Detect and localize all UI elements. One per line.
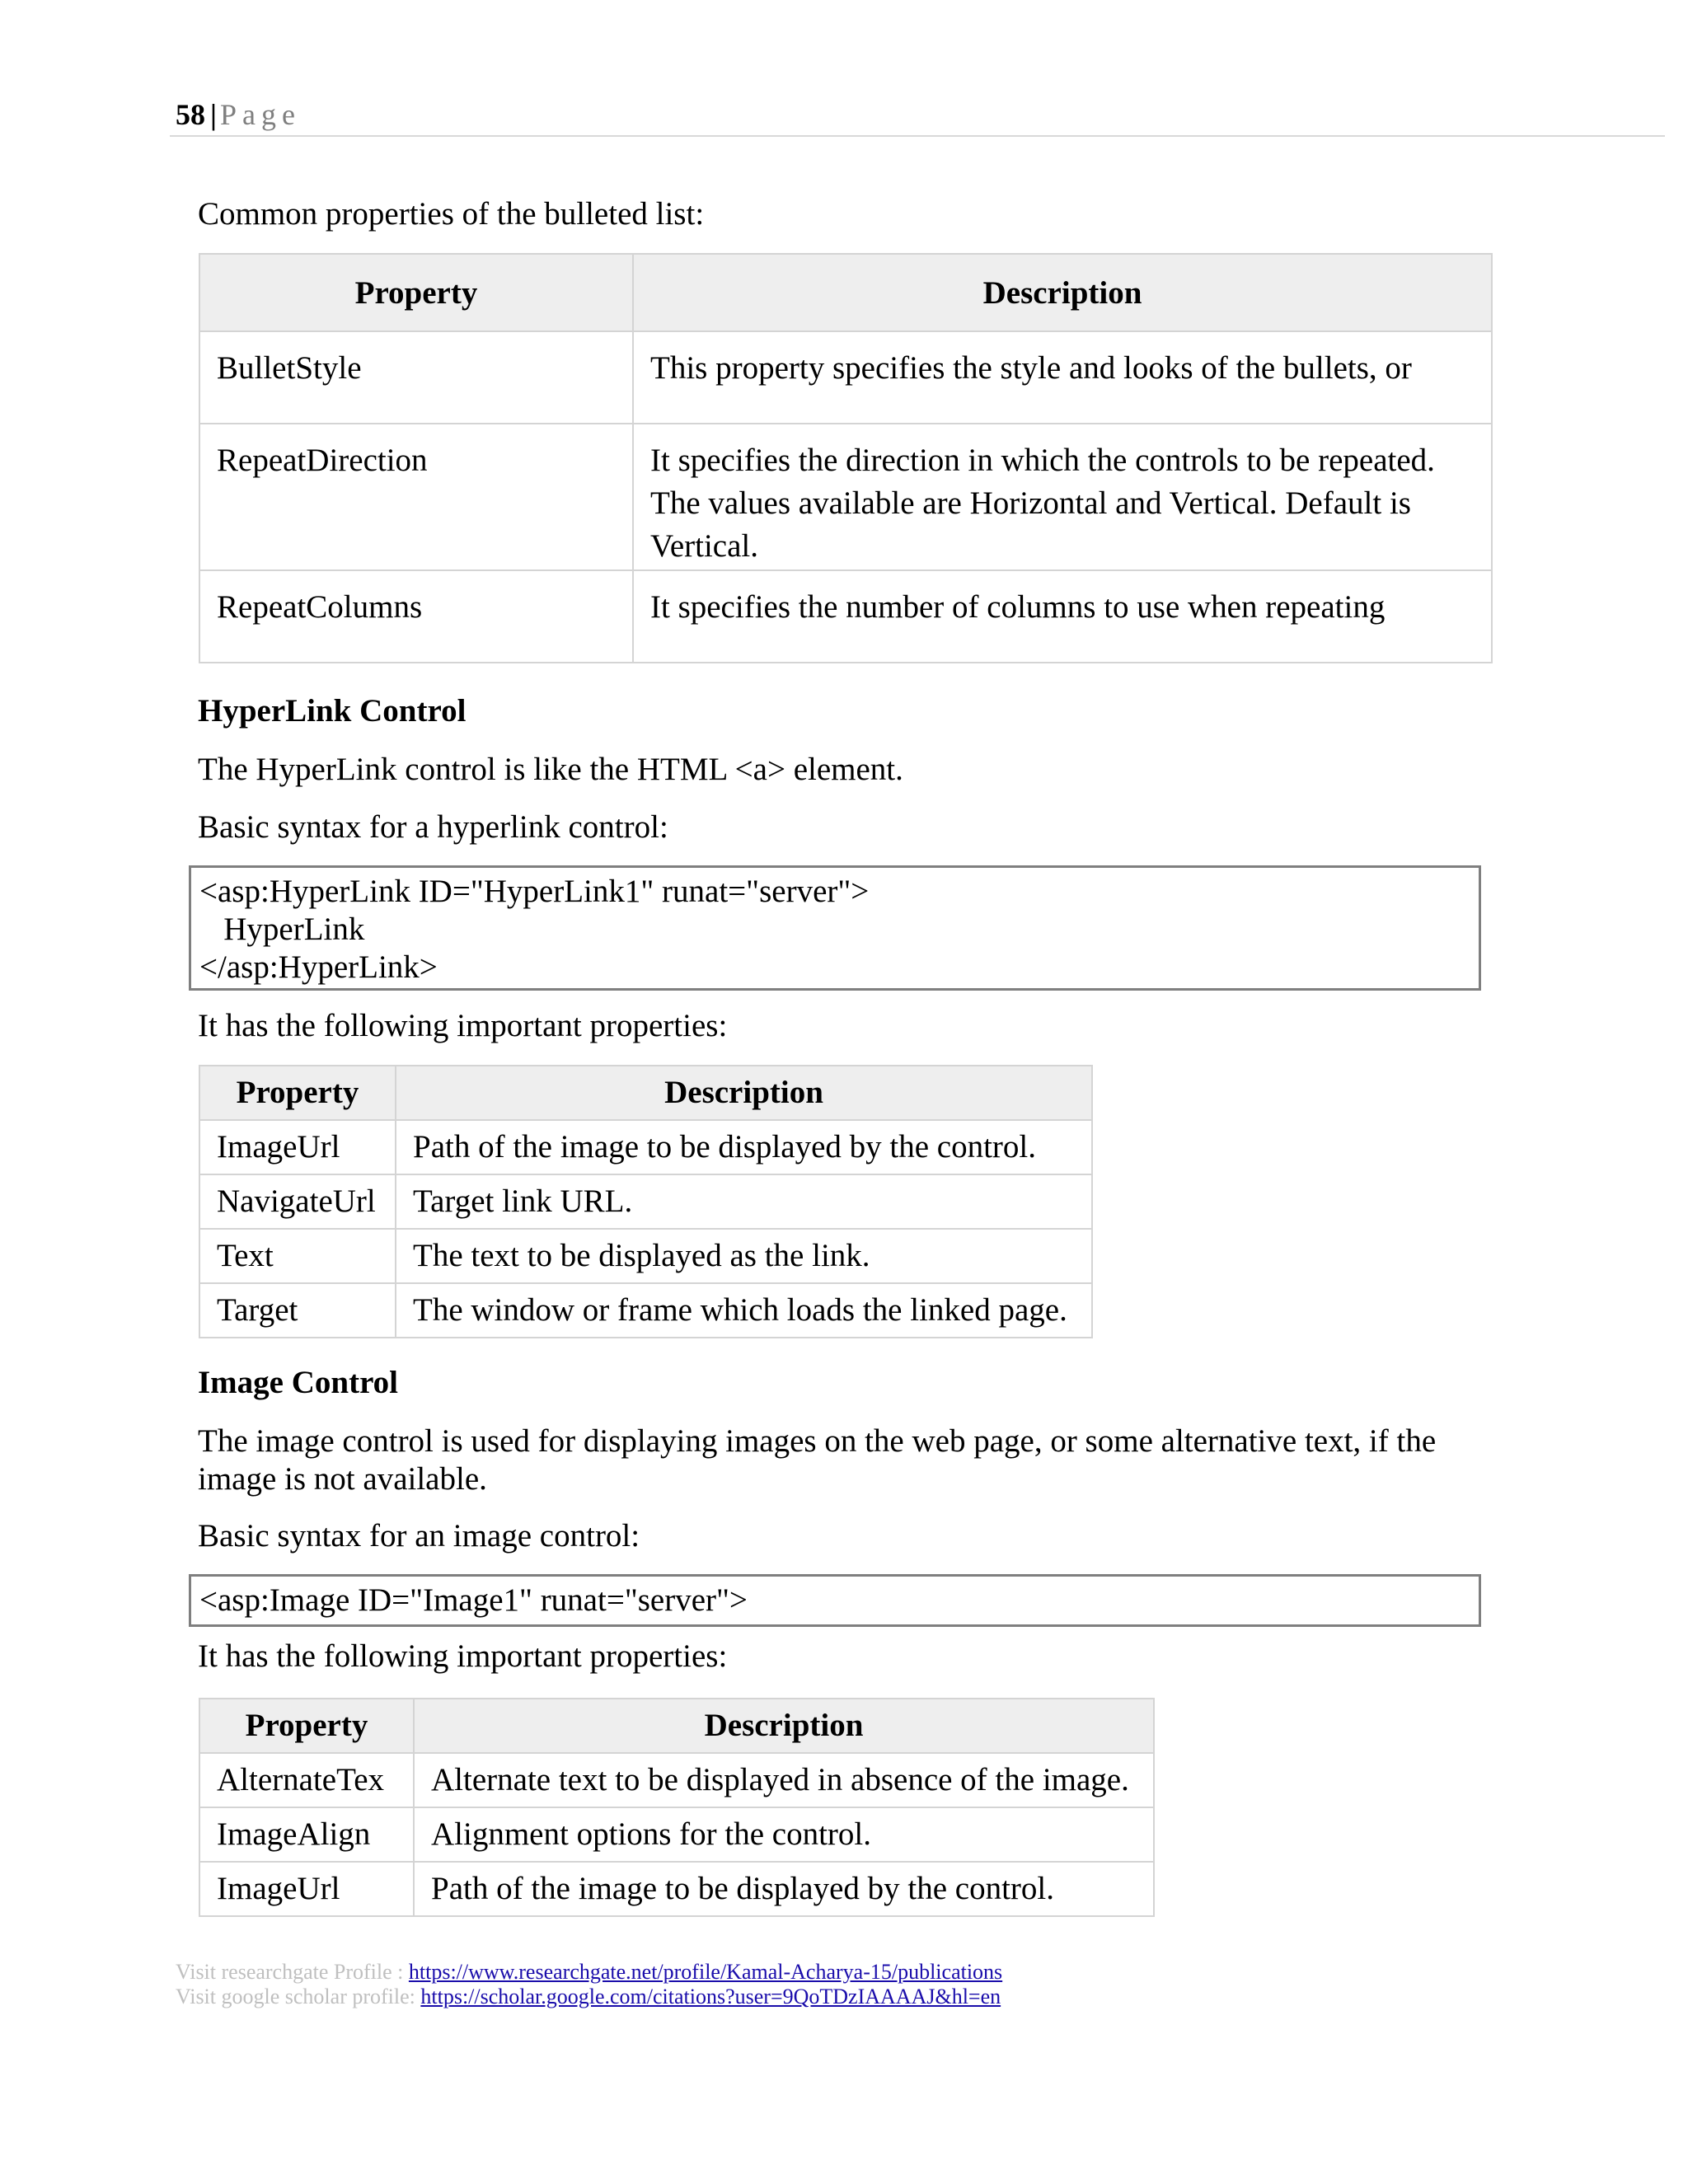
hyperlink-properties-intro: It has the following important properties:: [198, 1008, 728, 1043]
description-cell: The text to be displayed as the link.: [396, 1229, 1092, 1283]
header-separator: |: [210, 98, 217, 131]
table-row: [199, 1862, 1154, 1916]
code-line: </asp:HyperLink>: [199, 949, 438, 985]
page-header: [176, 97, 301, 132]
description-cell: Path of the image to be displayed by the control.: [396, 1120, 1092, 1174]
hyperlink-code-block: [189, 865, 1481, 991]
property-cell: RepeatDirection: [199, 424, 633, 570]
column-header-description: Description: [396, 1066, 1092, 1120]
description-cell: It specifies the number of columns to use when repeating: [633, 570, 1492, 663]
table-row: [199, 1120, 1092, 1174]
table-row: [199, 1807, 1154, 1862]
image-syntax-label: Basic syntax for an image control:: [198, 1518, 640, 1554]
image-properties-table: [199, 1698, 1155, 1917]
column-header-property: Property: [199, 1066, 396, 1120]
table-header-row: [199, 1699, 1154, 1753]
table-row: [199, 570, 1492, 663]
description-cell: Target link URL.: [396, 1174, 1092, 1229]
page-number: 58: [176, 98, 205, 131]
researchgate-link[interactable]: https://www.researchgate.net/profile/Kamal-Acharya-15/publications: [408, 1960, 1003, 1984]
footer-label: Visit google scholar profile:: [176, 1985, 421, 2008]
code-line: HyperLink: [199, 912, 365, 947]
table-row: [199, 1174, 1092, 1229]
property-cell: NavigateUrl: [199, 1174, 396, 1229]
property-cell: ImageUrl: [199, 1862, 414, 1916]
image-properties-intro: It has the following important properties:: [198, 1638, 728, 1674]
description-cell: Alignment options for the control.: [414, 1807, 1154, 1862]
description-cell: It specifies the direction in which the controls to be repeated. The values available are Horizontal and Vertical. Default is Vertical.: [633, 424, 1492, 570]
hyperlink-description: The HyperLink control is like the HTML <a> element.: [198, 752, 903, 787]
hyperlink-heading: HyperLink Control: [198, 693, 467, 729]
hyperlink-properties-table: [199, 1065, 1093, 1338]
table-row: [199, 1229, 1092, 1283]
footer-researchgate: [176, 1960, 1002, 1985]
property-cell: AlternateTex: [199, 1753, 414, 1807]
property-cell: ImageUrl: [199, 1120, 396, 1174]
image-description: The image control is used for displaying images on the web page, or some alternative text, if the image is not available.: [198, 1423, 1437, 1497]
column-header-property: Property: [199, 1699, 414, 1753]
header-divider: [170, 135, 1665, 137]
image-heading: Image Control: [198, 1365, 399, 1400]
footer-label: Visit researchgate Profile :: [176, 1960, 409, 1984]
column-header-property: Property: [199, 254, 633, 331]
table-header-row: [199, 254, 1492, 331]
code-line: <asp:HyperLink ID="HyperLink1" runat="server">: [199, 874, 870, 909]
description-cell: This property specifies the style and looks of the bullets, or: [633, 331, 1492, 424]
code-line: <asp:Image ID="Image1" runat="server">: [199, 1582, 748, 1618]
page-label: Page: [219, 98, 301, 131]
table-row: [199, 1753, 1154, 1807]
property-cell: ImageAlign: [199, 1807, 414, 1862]
bulleted-list-properties-table: [199, 253, 1493, 663]
image-code-block: [189, 1574, 1481, 1627]
table-row: [199, 331, 1492, 424]
table-row: [199, 1283, 1092, 1338]
table-header-row: [199, 1066, 1092, 1120]
column-header-description: Description: [414, 1699, 1154, 1753]
description-cell: Path of the image to be displayed by the control.: [414, 1862, 1154, 1916]
property-cell: Target: [199, 1283, 396, 1338]
table-row: [199, 424, 1492, 570]
description-cell: The window or frame which loads the linked page.: [396, 1283, 1092, 1338]
property-cell: Text: [199, 1229, 396, 1283]
description-cell: Alternate text to be displayed in absence of the image.: [414, 1753, 1154, 1807]
google-scholar-link[interactable]: https://scholar.google.com/citations?user=9QoTDzIAAAAJ&hl=en: [420, 1985, 1001, 2008]
property-cell: RepeatColumns: [199, 570, 633, 663]
column-header-description: Description: [633, 254, 1492, 331]
intro-text: Common properties of the bulleted list:: [198, 196, 705, 232]
hyperlink-syntax-label: Basic syntax for a hyperlink control:: [198, 809, 668, 845]
property-cell: BulletStyle: [199, 331, 633, 424]
footer-google-scholar: [176, 1985, 1001, 2009]
